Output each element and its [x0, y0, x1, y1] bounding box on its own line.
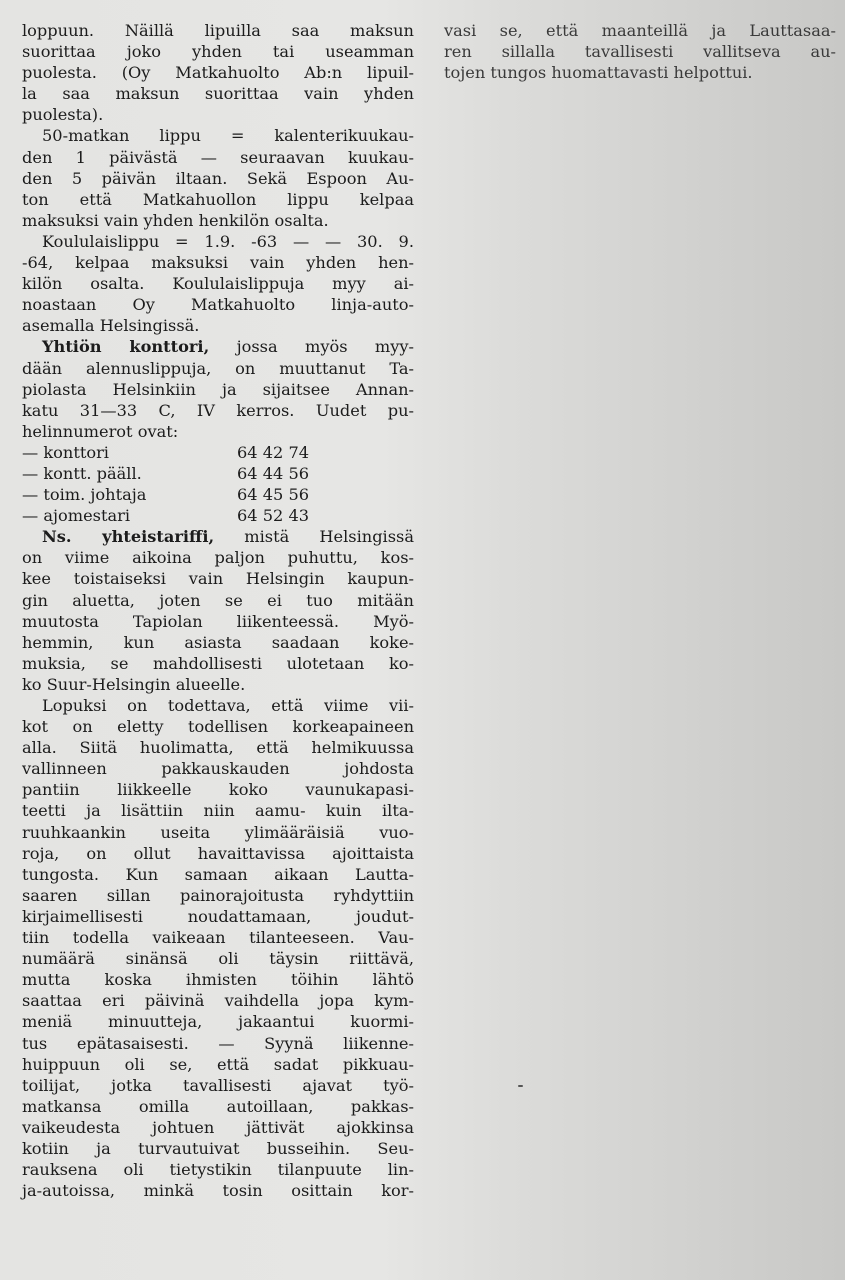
phone-row	[22, 505, 414, 526]
text-line: kilön osalta. Koululaislippuja myy ai-	[22, 274, 414, 294]
text-line: kot on eletty todellisen korkeapaineen	[22, 717, 414, 737]
text-line: tus epätasaisesti. — Syynä liikenne-	[22, 1033, 414, 1053]
phone-label: — toim. johtaja	[22, 485, 147, 505]
text-line: kotiin ja turvautuivat busseihin. Seu-	[22, 1138, 414, 1158]
paper-speck	[518, 1085, 523, 1087]
text-line: on viime aikoina paljon puhuttu, kos-	[22, 548, 414, 568]
text-line: piolasta Helsinkiin ja sijaitsee Annan-	[22, 379, 414, 399]
office-paragraph	[22, 336, 414, 526]
text-line: saattaa eri päivinä vaihdella jopa kym-	[22, 991, 414, 1011]
intro-paragraph	[22, 20, 414, 125]
text-line: kirjaimellisesti noudattamaan, joudut-	[22, 906, 414, 926]
text-line: noastaan Oy Matkahuolto linja-auto-	[22, 295, 414, 315]
phone-list	[22, 442, 414, 526]
text-line: vasi se, että maanteillä ja Lauttasaa-	[444, 21, 836, 40]
right-column	[444, 20, 836, 83]
text-line: muksia, se mahdollisesti ulotetaan ko-	[22, 653, 414, 673]
text-line: ko Suur-Helsingin alueelle.	[22, 674, 246, 694]
text-line: den 5 päivän iltaan. Sekä Espoon Au-	[22, 168, 414, 188]
office-first-rest: jossa myös myy-	[209, 337, 414, 357]
text-line: ton että Matkahuollon lippu kelpaa	[22, 189, 414, 209]
text-line: Koululaislippu = 1.9. -63 — — 30. 9.	[42, 231, 414, 251]
text-line: pantiin liikkeelle koko vaunukapasi-	[22, 780, 414, 800]
text-line: matkansa omilla autoillaan, pakkas-	[22, 1096, 414, 1116]
text-line: helinnumerot ovat:	[22, 421, 179, 441]
phone-label: — konttori	[22, 442, 109, 462]
left-column	[22, 20, 414, 1201]
text-line: maksuksi vain yhden henkilön osalta.	[22, 210, 329, 230]
phone-number: 64 45 56	[237, 485, 310, 505]
text-line: 50-matkan lippu = kalenterikuukau-	[42, 126, 414, 146]
text-line: asemalla Helsingissä.	[22, 316, 200, 336]
text-line: muutosta Tapiolan liikenteessä. Myö-	[22, 611, 414, 631]
text-line: vaikeudesta johtuen jättivät ajokkinsa	[22, 1117, 414, 1137]
text-line: teetti ja lisättiin niin aamu- kuin ilta-	[22, 801, 414, 821]
text-line: ren sillalla tavallisesti vallitseva au-	[444, 42, 836, 62]
text-line: roja, on ollut havaittavissa ajoittaista	[22, 843, 414, 863]
conclusion-paragraph	[22, 695, 414, 1201]
text-line: tiin todella vaikeaan tilanteeseen. Vau-	[22, 928, 414, 948]
text-line: katu 31—33 C, IV kerros. Uudet pu-	[22, 400, 414, 420]
text-line: gin aluetta, joten se ei tuo mitään	[22, 590, 414, 610]
phone-row	[22, 484, 414, 505]
school-ticket-paragraph	[22, 231, 414, 336]
text-line: mutta koska ihmisten töihin lähtö	[22, 970, 414, 990]
text-line: Lopuksi on todettava, että viime vii-	[42, 696, 414, 715]
text-line: suorittaa joko yhden tai useamman	[22, 42, 414, 62]
text-line	[22, 526, 414, 547]
text-line: -64, kelpaa maksuksi vain yhden hen-	[22, 253, 414, 273]
phone-label: — kontt. pääll.	[22, 463, 142, 483]
text-line: puolesta. (Oy Matkahuolto Ab:n lipuil-	[22, 63, 414, 83]
text-line: la saa maksun suorittaa vain yhden	[22, 84, 414, 104]
phone-number: 64 52 43	[237, 506, 310, 526]
text-line: loppuun. Näillä lipuilla saa maksun	[22, 21, 414, 40]
ticket-50-paragraph	[22, 125, 414, 230]
phone-number: 64 42 74	[237, 442, 310, 462]
text-line: huippuun oli se, että sadat pikkuau-	[22, 1054, 414, 1074]
phone-row	[22, 463, 414, 484]
text-line	[22, 336, 414, 357]
text-line: saaren sillan painorajoitusta ryhdyttiin	[22, 885, 414, 905]
text-line: puolesta).	[22, 105, 104, 125]
text-line: rauksena oli tietystikin tilanpuute lin-	[22, 1160, 414, 1180]
tariff-first-rest: mistä Helsingissä	[214, 527, 414, 547]
phone-row	[22, 442, 414, 463]
text-line: numäärä sinänsä oli täysin riittävä,	[22, 949, 414, 969]
text-line: ja-autoissa, minkä tosin osittain kor-	[22, 1181, 414, 1201]
text-line: ruuhkaankin useita ylimääräisiä vuo-	[22, 822, 414, 842]
text-line: meniä minuutteja, jakaantui kuormi-	[22, 1012, 414, 1032]
office-lead: Yhtiön konttori,	[42, 337, 210, 357]
text-line: den 1 päivästä — seuraavan kuukau-	[22, 147, 414, 167]
tariff-lead: Ns. yhteistariffi,	[42, 527, 215, 547]
text-line: tungosta. Kun samaan aikaan Lautta-	[22, 864, 414, 884]
phone-number: 64 44 56	[237, 463, 310, 483]
text-line: toilijat, jotka tavallisesti ajavat työ-	[22, 1075, 414, 1095]
phone-label: — ajomestari	[22, 506, 131, 526]
tariff-paragraph	[22, 526, 414, 695]
text-line: kee toistaiseksi vain Helsingin kaupun-	[22, 569, 414, 589]
text-line: vallinneen pakkauskauden johdosta	[22, 759, 414, 779]
text-line: tojen tungos huomattavasti helpottui.	[444, 63, 753, 83]
text-line: dään alennuslippuja, on muuttanut Ta-	[22, 358, 414, 378]
text-line: alla. Siitä huolimatta, että helmikuussa	[22, 738, 414, 758]
text-line: hemmin, kun asiasta saadaan koke-	[22, 632, 414, 652]
